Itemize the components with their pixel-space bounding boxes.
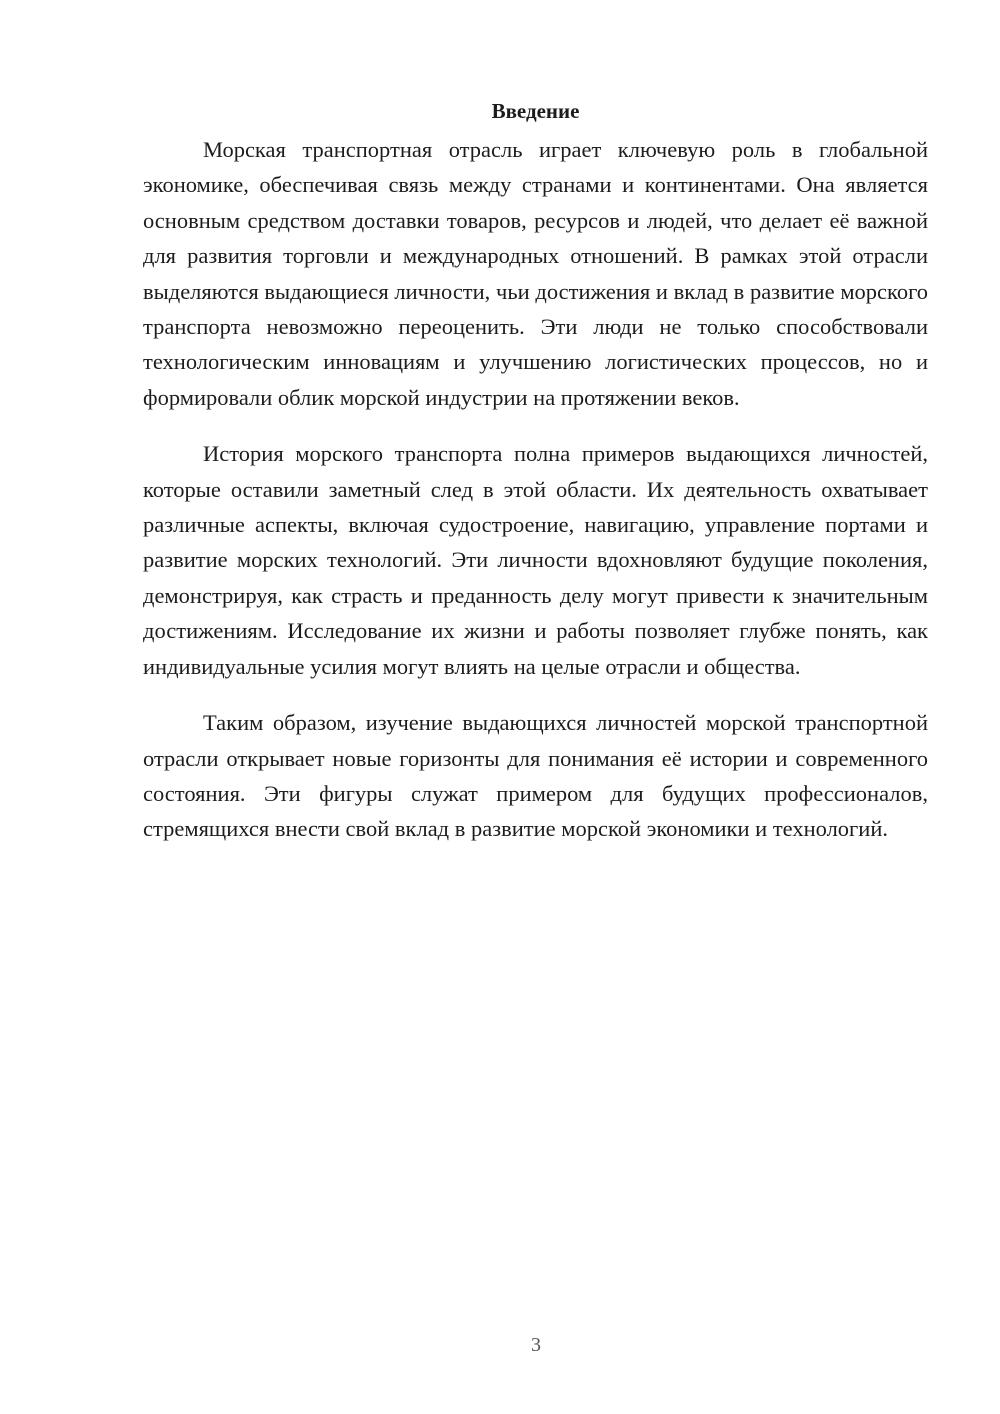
paragraph: История морского транспорта полна примеров выдающихся личностей, которые оставили заметный след в этой области. Их деятельность охватывает различные аспекты, включая судостроение, навигацию, управление портами и развитие морских технологий. Эти личности вдохновляют будущие поколения, демонстрируя, как страсть и преданность делу могут привести к значительным достижениям. Исследование их жизни и работы позволяет глубже понять, как индивидуальные усилия могут влиять на целые отрасли и общества.: [143, 441, 928, 679]
page-number: 3: [531, 1334, 541, 1356]
paragraph: Таким образом, изучение выдающихся личностей морской транспортной отрасли открывает новые горизонты для понимания её истории и современного состояния. Эти фигуры служат примером для будущих профессионалов, стремящихся внести свой вклад в развитие морской экономики и технологий.: [143, 710, 928, 842]
paragraph: Морская транспортная отрасль играет ключевую роль в глобальной экономике, обеспечивая связь между странами и континентами. Она является основным средством доставки товаров, ресурсов и людей, что делает её важной для развития торговли и международных отношений. В рамках этой отрасли выделяются выдающиеся личности, чьи достижения и вклад в развитие морского транспорта невозможно переоценить. Эти люди не только способствовали технологическим инновациям и улучшению логистических процессов, но и формировали облик морской индустрии на протяжении веков.: [143, 137, 928, 410]
section-title: Введение: [491, 99, 580, 123]
page-content: [143, 96, 928, 868]
